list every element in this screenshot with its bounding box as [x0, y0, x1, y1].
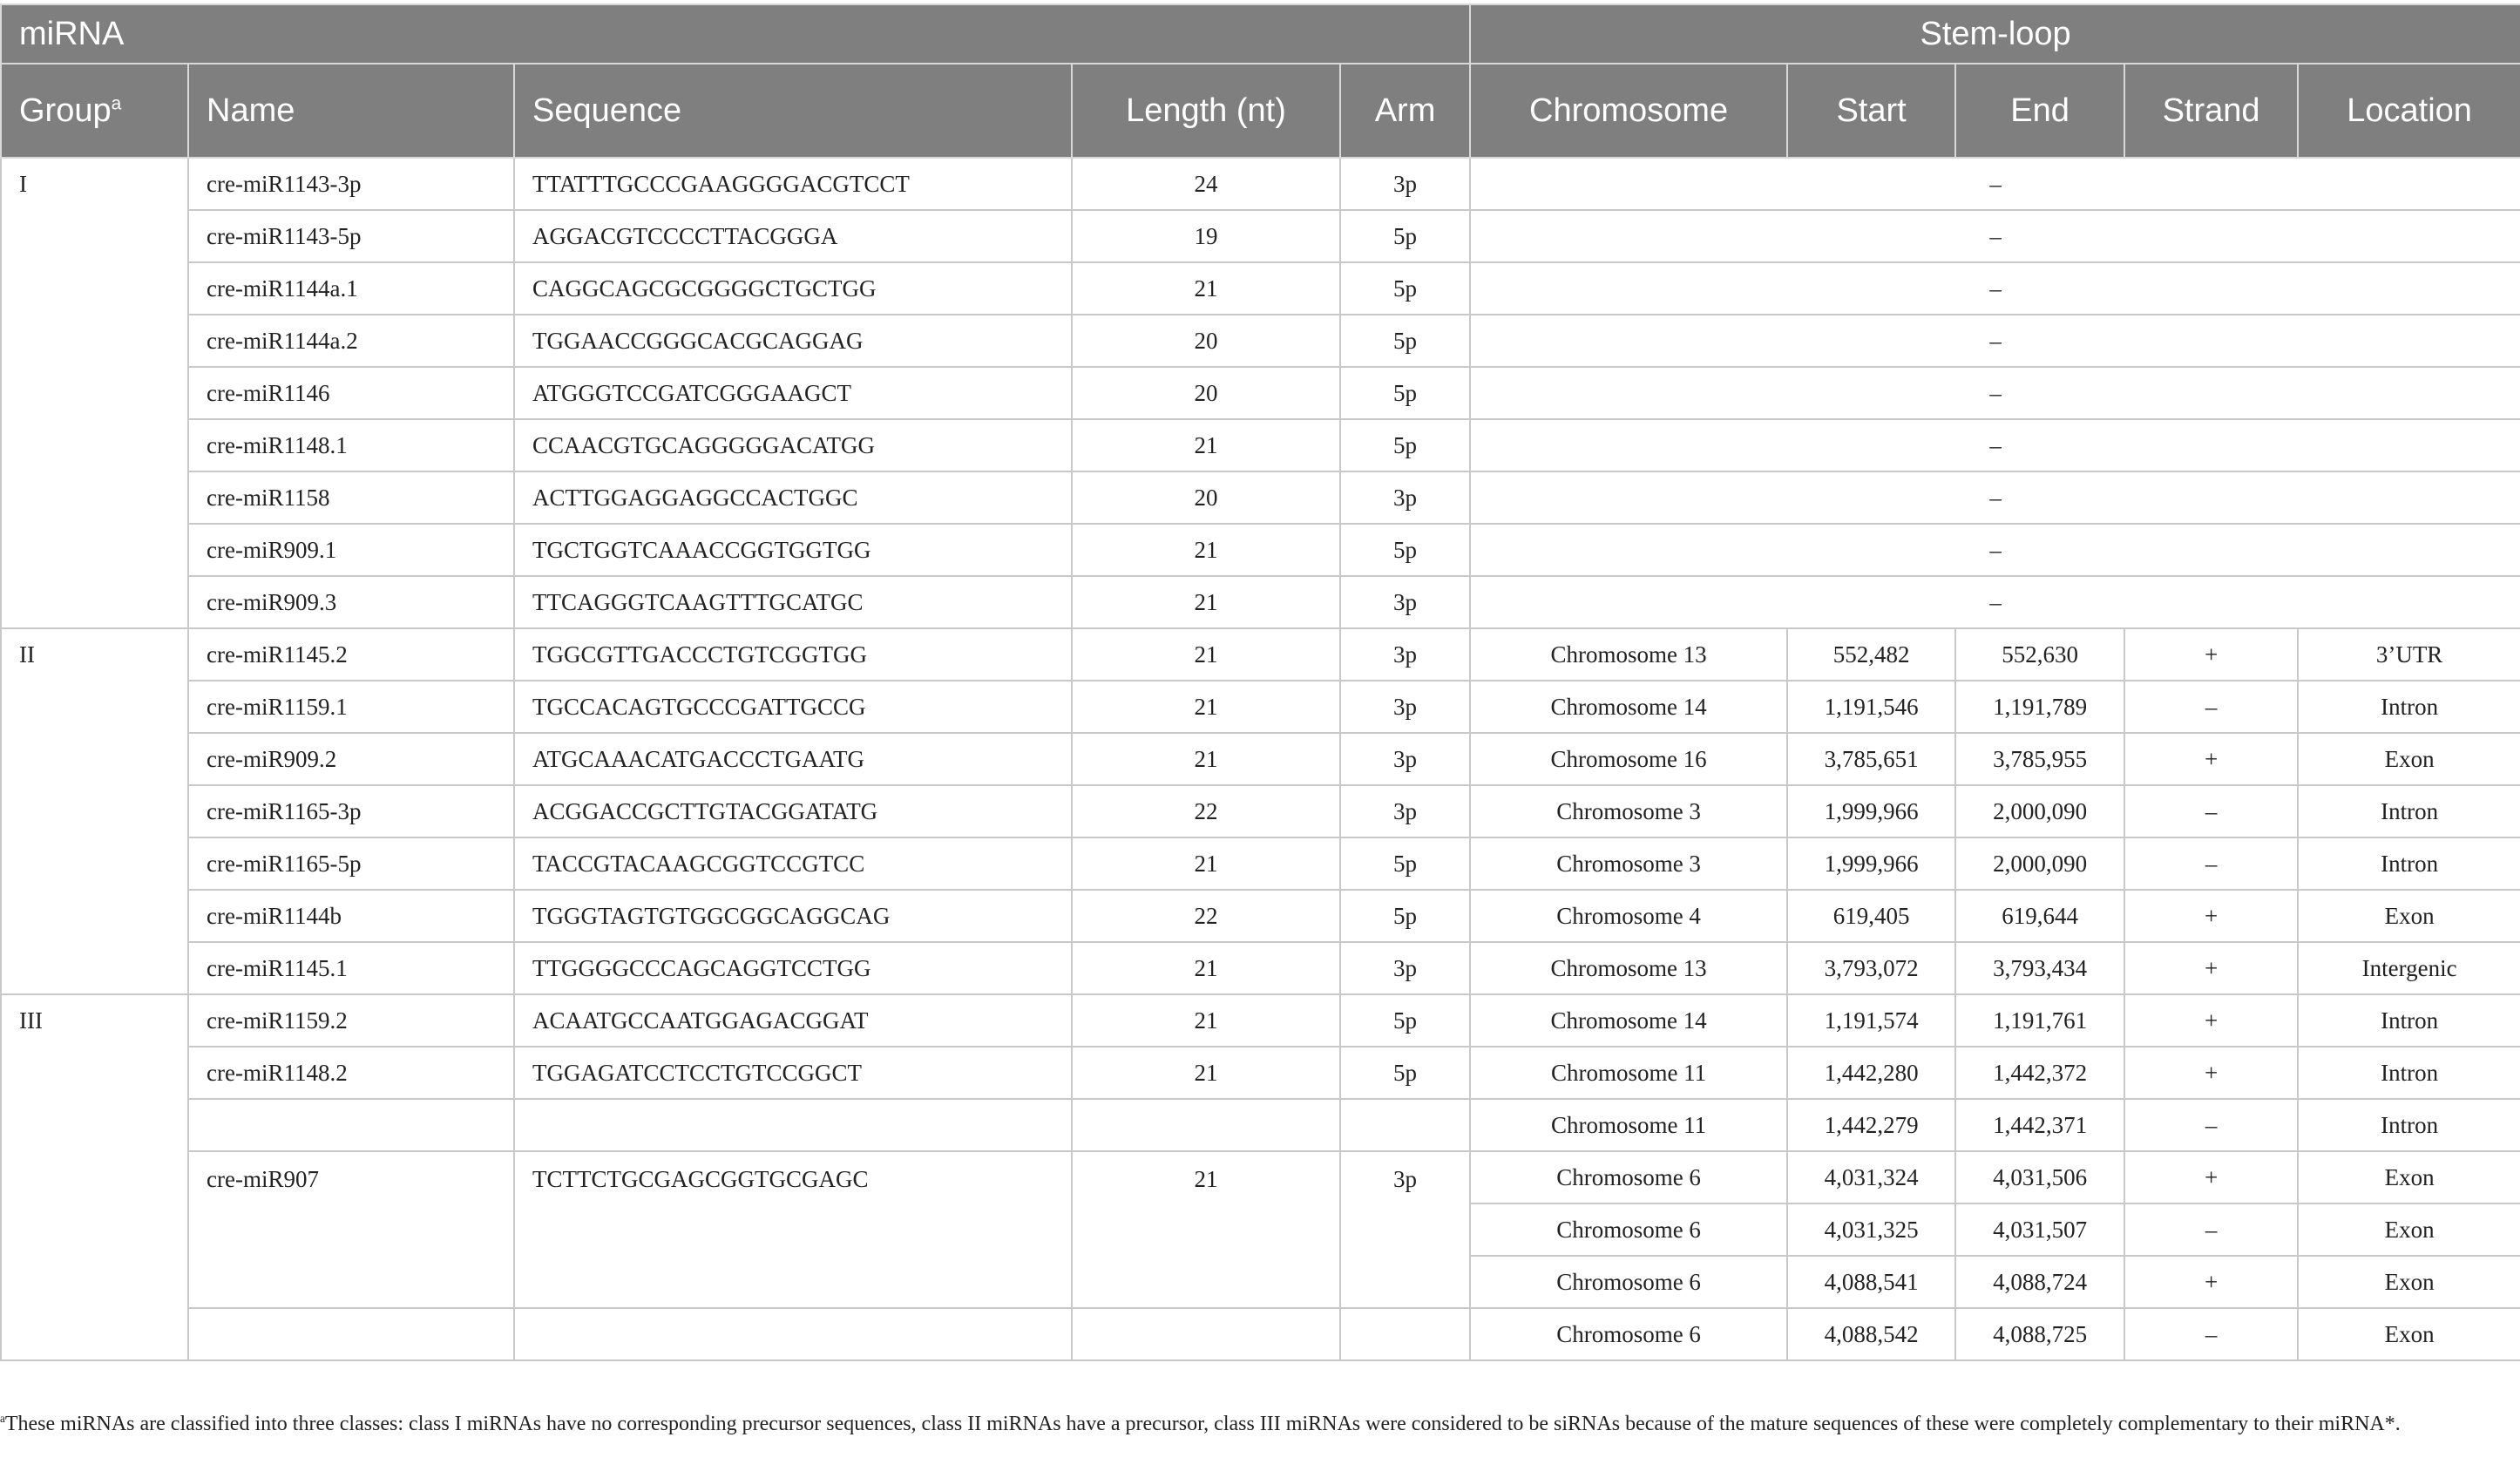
stemloop-end: 1,191,789	[1955, 681, 2124, 733]
stemloop-chromosome: Chromosome 11	[1470, 1047, 1787, 1099]
mirna-arm: 3p	[1340, 628, 1470, 681]
stemloop-strand: –	[2124, 681, 2298, 733]
stemloop-strand: +	[2124, 1256, 2298, 1308]
mirna-sequence: TGCTGGTCAAACCGGTGGTGG	[514, 524, 1072, 576]
mirna-name: cre-miR1165-3p	[188, 785, 514, 837]
stemloop-none: –	[1470, 419, 2520, 471]
stemloop-start: 1,442,280	[1787, 1047, 1955, 1099]
mirna-arm: 5p	[1340, 419, 1470, 471]
mirna-arm: 5p	[1340, 994, 1470, 1047]
stemloop-location: Exon	[2298, 890, 2520, 942]
table-row	[1, 576, 2520, 628]
header-stemloop-group: Stem-loop	[1470, 4, 2520, 64]
mirna-length: 21	[1072, 524, 1340, 576]
stemloop-end: 3,785,955	[1955, 733, 2124, 785]
mirna-arm: 5p	[1340, 262, 1470, 315]
table-row	[1, 994, 2520, 1047]
header-mirna-group: miRNA	[1, 4, 1470, 64]
stemloop-none: –	[1470, 315, 2520, 367]
mirna-sequence: ATGCAAACATGACCCTGAATG	[514, 733, 1072, 785]
mirna-sequence: TACCGTACAAGCGGTCCGTCC	[514, 837, 1072, 890]
mirna-length: 20	[1072, 315, 1340, 367]
header-name: Name	[188, 64, 514, 158]
mirna-sequence: TGGAGATCCTCCTGTCCGGCT	[514, 1047, 1072, 1099]
table-row	[1, 471, 2520, 524]
empty-cell	[514, 1308, 1072, 1360]
mirna-length: 21	[1072, 1047, 1340, 1099]
table-row	[1, 733, 2520, 785]
stemloop-chromosome: Chromosome 13	[1470, 942, 1787, 994]
stemloop-location: 3’UTR	[2298, 628, 2520, 681]
mirna-arm: 3p	[1340, 1151, 1470, 1308]
stemloop-strand: –	[2124, 785, 2298, 837]
stemloop-none: –	[1470, 262, 2520, 315]
stemloop-end: 4,088,724	[1955, 1256, 2124, 1308]
stemloop-none: –	[1470, 210, 2520, 262]
stemloop-chromosome: Chromosome 3	[1470, 785, 1787, 837]
mirna-sequence: CAGGCAGCGCGGGGCTGCTGG	[514, 262, 1072, 315]
mirna-sequence: CCAACGTGCAGGGGGACATGG	[514, 419, 1072, 471]
header-group-row	[1, 4, 2520, 64]
mirna-name: cre-miR1148.2	[188, 1047, 514, 1099]
mirna-sequence: ATGGGTCCGATCGGGAAGCT	[514, 367, 1072, 419]
mirna-arm: 3p	[1340, 785, 1470, 837]
stemloop-chromosome: Chromosome 16	[1470, 733, 1787, 785]
table-row	[1, 785, 2520, 837]
stemloop-none: –	[1470, 524, 2520, 576]
stemloop-start: 4,088,541	[1787, 1256, 1955, 1308]
mirna-arm: 3p	[1340, 942, 1470, 994]
mirna-sequence: TGGAACCGGGCACGCAGGAG	[514, 315, 1072, 367]
mirna-sequence: TTATTTGCCCGAAGGGGACGTCCT	[514, 158, 1072, 210]
mirna-length: 24	[1072, 158, 1340, 210]
mirna-sequence: TCTTCTGCGAGCGGTGCGAGC	[514, 1151, 1072, 1308]
stemloop-end: 4,088,725	[1955, 1308, 2124, 1360]
mirna-name: cre-miR909.2	[188, 733, 514, 785]
mirna-name: cre-miR1158	[188, 471, 514, 524]
table-row	[1, 1308, 2520, 1360]
mirna-sequence: AGGACGTCCCCTTACGGGA	[514, 210, 1072, 262]
header-chromosome: Chromosome	[1470, 64, 1787, 158]
mirna-length: 21	[1072, 681, 1340, 733]
stemloop-location: Exon	[2298, 1151, 2520, 1203]
mirna-length: 20	[1072, 471, 1340, 524]
mirna-sequence: ACTTGGAGGAGGCCACTGGC	[514, 471, 1072, 524]
stemloop-location: Intron	[2298, 837, 2520, 890]
mirna-name: cre-miR1144a.2	[188, 315, 514, 367]
stemloop-chromosome: Chromosome 13	[1470, 628, 1787, 681]
header-end: End	[1955, 64, 2124, 158]
stemloop-chromosome: Chromosome 6	[1470, 1203, 1787, 1256]
mirna-name: cre-miR1146	[188, 367, 514, 419]
mirna-arm: 3p	[1340, 471, 1470, 524]
mirna-length: 21	[1072, 942, 1340, 994]
stemloop-end: 3,793,434	[1955, 942, 2124, 994]
mirna-length: 21	[1072, 994, 1340, 1047]
mirna-name: cre-miR1159.2	[188, 994, 514, 1047]
stemloop-strand: –	[2124, 1099, 2298, 1151]
stemloop-none: –	[1470, 158, 2520, 210]
mirna-arm: 5p	[1340, 210, 1470, 262]
stemloop-none: –	[1470, 471, 2520, 524]
header-group-label: Group	[19, 92, 112, 129]
stemloop-end: 619,644	[1955, 890, 2124, 942]
stemloop-strand: +	[2124, 942, 2298, 994]
stemloop-location: Intron	[2298, 1047, 2520, 1099]
mirna-name: cre-miR1159.1	[188, 681, 514, 733]
stemloop-location: Intron	[2298, 681, 2520, 733]
group-cell-iii: III	[1, 994, 188, 1360]
header-group-footnote-marker: a	[111, 92, 122, 113]
stemloop-location: Exon	[2298, 1256, 2520, 1308]
stemloop-start: 4,031,325	[1787, 1203, 1955, 1256]
mirna-length: 21	[1072, 733, 1340, 785]
table-row	[1, 524, 2520, 576]
table-row	[1, 681, 2520, 733]
stemloop-start: 1,999,966	[1787, 785, 1955, 837]
stemloop-end: 2,000,090	[1955, 785, 2124, 837]
table-row	[1, 262, 2520, 315]
mirna-name: cre-miR1143-5p	[188, 210, 514, 262]
stemloop-location: Intron	[2298, 994, 2520, 1047]
header-start: Start	[1787, 64, 1955, 158]
stemloop-strand: –	[2124, 1203, 2298, 1256]
empty-cell	[1340, 1308, 1470, 1360]
footnote-text: These miRNAs are classified into three classes: class I miRNAs have no corresponding precursor sequences, class II miRNAs have a precursor, class III miRNAs were considered to be siRNAs because of the mature sequences of these were completely complementary to their miRNA*.	[4, 1413, 2401, 1435]
stemloop-end: 552,630	[1955, 628, 2124, 681]
mirna-sequence: TTGGGGCCCAGCAGGTCCTGG	[514, 942, 1072, 994]
mirna-sequence: TGCCACAGTGCCCGATTGCCG	[514, 681, 1072, 733]
stemloop-none: –	[1470, 576, 2520, 628]
mirna-arm: 5p	[1340, 837, 1470, 890]
mirna-sequence: TGGCGTTGACCCTGTCGGTGG	[514, 628, 1072, 681]
stemloop-strand: +	[2124, 733, 2298, 785]
stemloop-start: 1,442,279	[1787, 1099, 1955, 1151]
header-length: Length (nt)	[1072, 64, 1340, 158]
mirna-length: 20	[1072, 367, 1340, 419]
table-header	[1, 4, 2520, 158]
mirna-sequence: ACGGACCGCTTGTACGGATATG	[514, 785, 1072, 837]
mirna-arm: 5p	[1340, 890, 1470, 942]
stemloop-strand: –	[2124, 837, 2298, 890]
mirna-length: 21	[1072, 837, 1340, 890]
stemloop-end: 1,442,372	[1955, 1047, 2124, 1099]
mirna-length: 21	[1072, 419, 1340, 471]
mirna-sequence: TTCAGGGTCAAGTTTGCATGC	[514, 576, 1072, 628]
stemloop-strand: +	[2124, 1047, 2298, 1099]
mirna-length: 19	[1072, 210, 1340, 262]
mirna-arm: 5p	[1340, 367, 1470, 419]
mirna-name: cre-miR1145.1	[188, 942, 514, 994]
mirna-length: 22	[1072, 785, 1340, 837]
table-row	[1, 837, 2520, 890]
mirna-name: cre-miR1165-5p	[188, 837, 514, 890]
stemloop-chromosome: Chromosome 3	[1470, 837, 1787, 890]
mirna-arm: 3p	[1340, 158, 1470, 210]
empty-cell	[1072, 1308, 1340, 1360]
mirna-table-container	[0, 3, 2520, 1361]
header-arm: Arm	[1340, 64, 1470, 158]
mirna-length: 21	[1072, 262, 1340, 315]
empty-cell	[1072, 1099, 1340, 1151]
stemloop-start: 1,191,546	[1787, 681, 1955, 733]
stemloop-location: Exon	[2298, 733, 2520, 785]
mirna-length: 21	[1072, 576, 1340, 628]
table-row	[1, 367, 2520, 419]
table-footnote	[0, 1405, 2510, 1438]
header-sequence: Sequence	[514, 64, 1072, 158]
stemloop-start: 1,191,574	[1787, 994, 1955, 1047]
mirna-table	[0, 3, 2520, 1361]
stemloop-strand: +	[2124, 994, 2298, 1047]
stemloop-location: Intron	[2298, 1099, 2520, 1151]
empty-cell	[188, 1099, 514, 1151]
stemloop-end: 1,191,761	[1955, 994, 2124, 1047]
mirna-arm: 3p	[1340, 681, 1470, 733]
stemloop-start: 552,482	[1787, 628, 1955, 681]
stemloop-chromosome: Chromosome 6	[1470, 1308, 1787, 1360]
mirna-name: cre-miR1144b	[188, 890, 514, 942]
table-row	[1, 628, 2520, 681]
stemloop-chromosome: Chromosome 11	[1470, 1099, 1787, 1151]
mirna-sequence: ACAATGCCAATGGAGACGGAT	[514, 994, 1072, 1047]
stemloop-start: 1,999,966	[1787, 837, 1955, 890]
mirna-name: cre-miR909.1	[188, 524, 514, 576]
mirna-arm: 3p	[1340, 733, 1470, 785]
table-row	[1, 158, 2520, 210]
table-row	[1, 419, 2520, 471]
group-cell-ii: II	[1, 628, 188, 994]
mirna-sequence: TGGGTAGTGTGGCGGCAGGCAG	[514, 890, 1072, 942]
header-group	[1, 64, 188, 158]
mirna-name: cre-miR1144a.1	[188, 262, 514, 315]
mirna-arm: 3p	[1340, 576, 1470, 628]
stemloop-chromosome: Chromosome 6	[1470, 1256, 1787, 1308]
table-row	[1, 890, 2520, 942]
empty-cell	[514, 1099, 1072, 1151]
mirna-length: 22	[1072, 890, 1340, 942]
mirna-name: cre-miR1148.1	[188, 419, 514, 471]
stemloop-start: 3,785,651	[1787, 733, 1955, 785]
stemloop-chromosome: Chromosome 6	[1470, 1151, 1787, 1203]
table-row	[1, 315, 2520, 367]
stemloop-end: 2,000,090	[1955, 837, 2124, 890]
stemloop-chromosome: Chromosome 4	[1470, 890, 1787, 942]
table-row	[1, 1047, 2520, 1099]
mirna-name: cre-miR1143-3p	[188, 158, 514, 210]
stemloop-location: Exon	[2298, 1203, 2520, 1256]
stemloop-location: Exon	[2298, 1308, 2520, 1360]
empty-cell	[1340, 1099, 1470, 1151]
table-row	[1, 210, 2520, 262]
stemloop-strand: –	[2124, 1308, 2298, 1360]
mirna-name: cre-miR907	[188, 1151, 514, 1308]
mirna-arm: 5p	[1340, 315, 1470, 367]
stemloop-end: 1,442,371	[1955, 1099, 2124, 1151]
table-body	[1, 158, 2520, 1360]
stemloop-none: –	[1470, 367, 2520, 419]
mirna-length: 21	[1072, 1151, 1340, 1308]
group-cell-i: I	[1, 158, 188, 628]
stemloop-start: 3,793,072	[1787, 942, 1955, 994]
stemloop-end: 4,031,506	[1955, 1151, 2124, 1203]
table-row	[1, 1151, 2520, 1203]
table-row	[1, 942, 2520, 994]
stemloop-chromosome: Chromosome 14	[1470, 994, 1787, 1047]
mirna-length: 21	[1072, 628, 1340, 681]
header-strand: Strand	[2124, 64, 2298, 158]
stemloop-chromosome: Chromosome 14	[1470, 681, 1787, 733]
stemloop-location: Intergenic	[2298, 942, 2520, 994]
header-column-row	[1, 64, 2520, 158]
mirna-name: cre-miR1145.2	[188, 628, 514, 681]
stemloop-strand: +	[2124, 1151, 2298, 1203]
footnote-marker: a	[0, 1412, 5, 1425]
stemloop-start: 4,088,542	[1787, 1308, 1955, 1360]
stemloop-strand: +	[2124, 628, 2298, 681]
header-location: Location	[2298, 64, 2520, 158]
stemloop-location: Intron	[2298, 785, 2520, 837]
empty-cell	[188, 1308, 514, 1360]
mirna-arm: 5p	[1340, 1047, 1470, 1099]
stemloop-start: 4,031,324	[1787, 1151, 1955, 1203]
table-row	[1, 1099, 2520, 1151]
mirna-arm: 5p	[1340, 524, 1470, 576]
stemloop-strand: +	[2124, 890, 2298, 942]
stemloop-end: 4,031,507	[1955, 1203, 2124, 1256]
stemloop-start: 619,405	[1787, 890, 1955, 942]
mirna-name: cre-miR909.3	[188, 576, 514, 628]
